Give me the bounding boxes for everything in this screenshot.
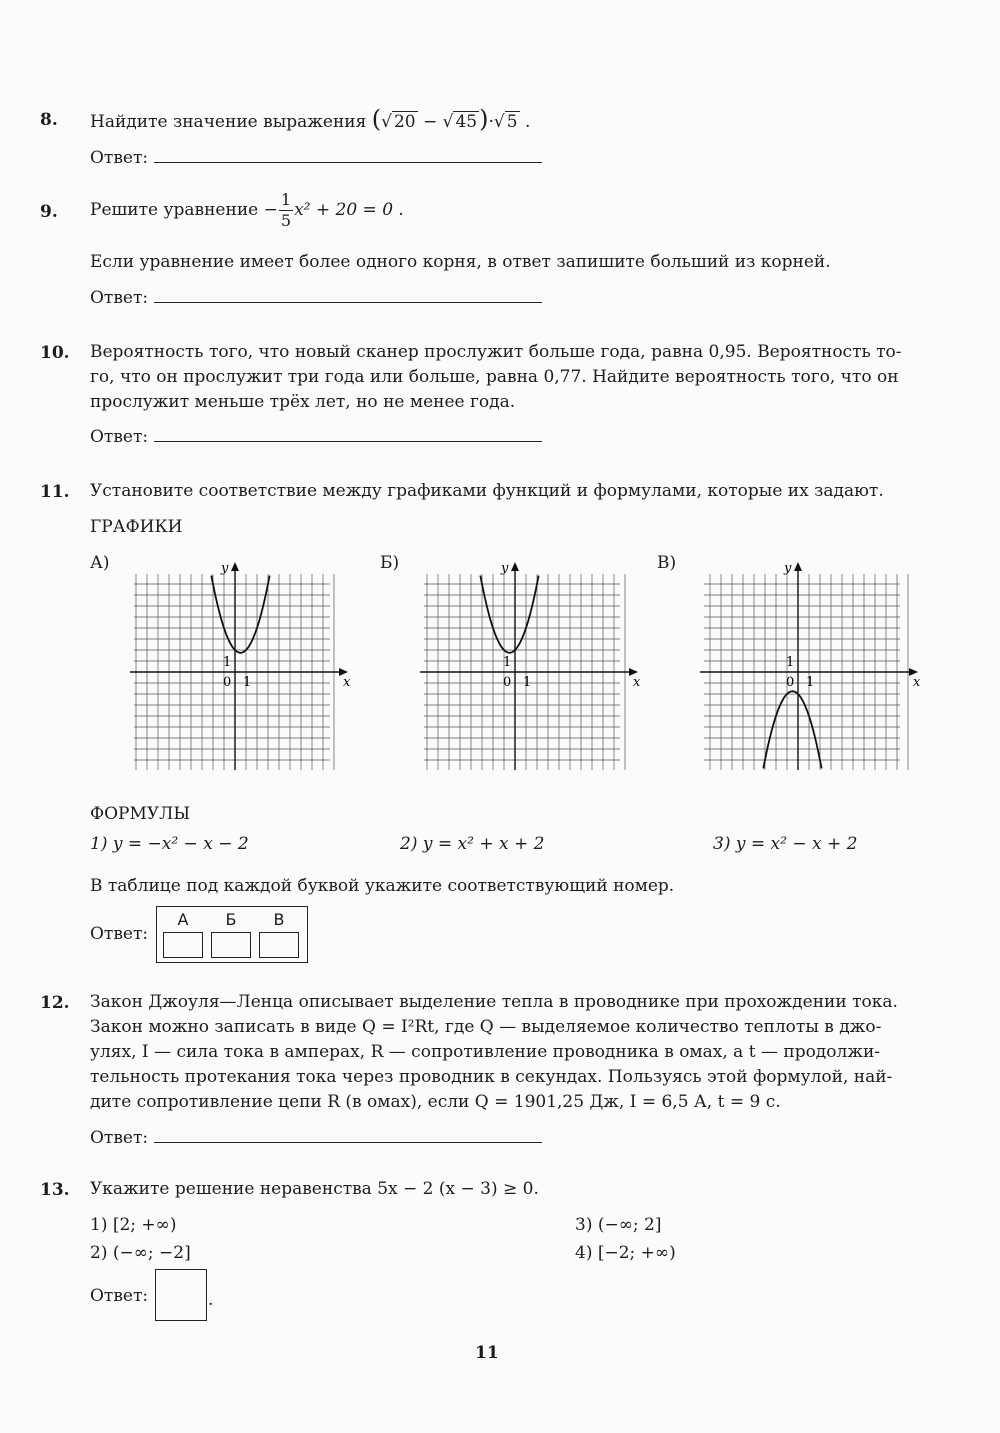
origin-label: 0 <box>786 675 795 690</box>
question-13-text: Укажите решение неравенства 5x − 2 (x − 3) ≥ 0. <box>90 1179 539 1199</box>
graph-a <box>130 560 350 780</box>
question-13-number: 13. <box>40 1180 70 1200</box>
answer-label: Ответ: <box>90 427 149 447</box>
answer-box-13[interactable] <box>155 1269 207 1321</box>
option-1: 1) [2; +∞) <box>90 1215 177 1235</box>
graph-label-v: В) <box>657 553 677 573</box>
answer-label-11: Ответ: <box>90 924 149 944</box>
y-axis-label: y <box>501 561 509 576</box>
answer-label: Ответ: <box>90 148 149 168</box>
page-number: 11 <box>475 1343 499 1363</box>
answer-cell-b[interactable] <box>211 932 251 958</box>
graph-label-b: Б) <box>380 553 400 573</box>
formula-3: 3) y = x² − x + 2 <box>713 834 858 854</box>
table-header-a: А <box>177 910 189 929</box>
option-2: 2) (−∞; −2] <box>90 1243 191 1263</box>
x-unit-label: 1 <box>523 675 532 690</box>
q10-line: го, что он прослужит три года или больше, равна 0,77. Найдите вероятность того, что он <box>90 367 899 387</box>
formula-2: 2) y = x² + x + 2 <box>400 834 545 854</box>
equation-rest: x² + 20 = 0 . <box>294 200 404 220</box>
table-instruction: В таблице под каждой буквой укажите соответствующий номер. <box>90 876 675 896</box>
y-unit-label: 1 <box>223 655 232 670</box>
radicand-5: 5 <box>506 112 518 132</box>
graph-v <box>700 560 920 780</box>
table-header-v: В <box>273 910 285 929</box>
parabola <box>211 576 269 653</box>
q12-line: дите сопротивление цепи R (в омах), если Q = 1901,25 Дж, I = 6,5 А, t = 9 с. <box>90 1092 781 1112</box>
q12-line: улях, I — сила тока в амперах, R — сопротивление проводника в омах, а t — продолжи- <box>90 1042 881 1062</box>
table-header-b: Б <box>225 910 237 929</box>
x-unit-label: 1 <box>243 675 252 690</box>
answer-line-9[interactable] <box>90 288 542 308</box>
q10-line: Вероятность того, что новый сканер прослужит больше года, равна 0,95. Вероятность то- <box>90 342 902 362</box>
y-axis-arrow <box>511 562 519 571</box>
question-12-text <box>90 990 898 1115</box>
question-10-text <box>90 340 902 415</box>
question-11-number: 11. <box>40 482 70 502</box>
answer-label-13: Ответ: <box>90 1286 149 1306</box>
x-axis-label: x <box>913 675 920 690</box>
q12-line: тельность протекания тока через проводник в секундах. Пользуясь этой формулой, най- <box>90 1067 893 1087</box>
parabola <box>480 576 538 653</box>
question-9-number: 9. <box>40 202 58 222</box>
radicand-20: 20 <box>393 112 416 132</box>
question-12-number: 12. <box>40 993 70 1013</box>
origin-label: 0 <box>503 675 512 690</box>
q10-line: прослужит меньше трёх лет, но не менее года. <box>90 392 516 412</box>
y-unit-label: 1 <box>786 655 795 670</box>
y-axis-label: y <box>221 561 229 576</box>
question-11-text: Установите соответствие между графиками функций и формулами, которые их задают. <box>90 481 884 501</box>
q12-line: Закон можно записать в виде Q = I²Rt, где Q — выделяемое количество теплоты в джо- <box>90 1017 882 1037</box>
parabola <box>763 691 821 768</box>
y-unit-label: 1 <box>503 655 512 670</box>
y-axis-label: y <box>784 561 792 576</box>
option-4: 4) [−2; +∞) <box>575 1243 676 1263</box>
graphs-heading: ГРАФИКИ <box>90 517 183 537</box>
radicand-45: 45 <box>455 112 478 132</box>
period: . <box>208 1290 214 1310</box>
x-unit-label: 1 <box>806 675 815 690</box>
y-axis-arrow <box>794 562 802 571</box>
graph-label-a: А) <box>90 553 110 573</box>
answer-table <box>156 906 308 963</box>
answer-label: Ответ: <box>90 288 149 308</box>
answer-label: Ответ: <box>90 1128 149 1148</box>
question-8-number: 8. <box>40 110 58 130</box>
q12-line: Закон Джоуля—Ленца описывает выделение тепла в проводнике при прохождении тока. <box>90 992 898 1012</box>
answer-line-8[interactable] <box>90 148 542 168</box>
question-9-prompt: Решите уравнение <box>90 200 259 220</box>
fraction-one-fifth: $\frac{1}{5}$ <box>280 190 292 230</box>
question-9-text: Решите уравнение − $\frac{1}{5}$ x² + 20 = 0 . <box>90 190 404 230</box>
answer-line-12[interactable] <box>90 1128 542 1148</box>
x-axis-label: x <box>633 675 640 690</box>
question-9-note: Если уравнение имеет более одного корня, в ответ запишите больший из корней. <box>90 252 831 272</box>
answer-line-10[interactable] <box>90 427 542 447</box>
answer-cell-a[interactable] <box>163 932 203 958</box>
question-10-number: 10. <box>40 343 70 363</box>
origin-label: 0 <box>223 675 232 690</box>
answer-cell-v[interactable] <box>259 932 299 958</box>
option-3: 3) (−∞; 2] <box>575 1215 662 1235</box>
formula-1: 1) y = −x² − x − 2 <box>90 834 249 854</box>
x-axis-label: x <box>343 675 350 690</box>
graph-b <box>420 560 640 780</box>
y-axis-arrow <box>231 562 239 571</box>
question-8-text: Найдите значение выражения (√ 20 − √ 45)·√ 5 . <box>90 105 531 133</box>
formulas-heading: ФОРМУЛЫ <box>90 804 191 824</box>
question-8-prompt: Найдите значение выражения <box>90 112 367 132</box>
